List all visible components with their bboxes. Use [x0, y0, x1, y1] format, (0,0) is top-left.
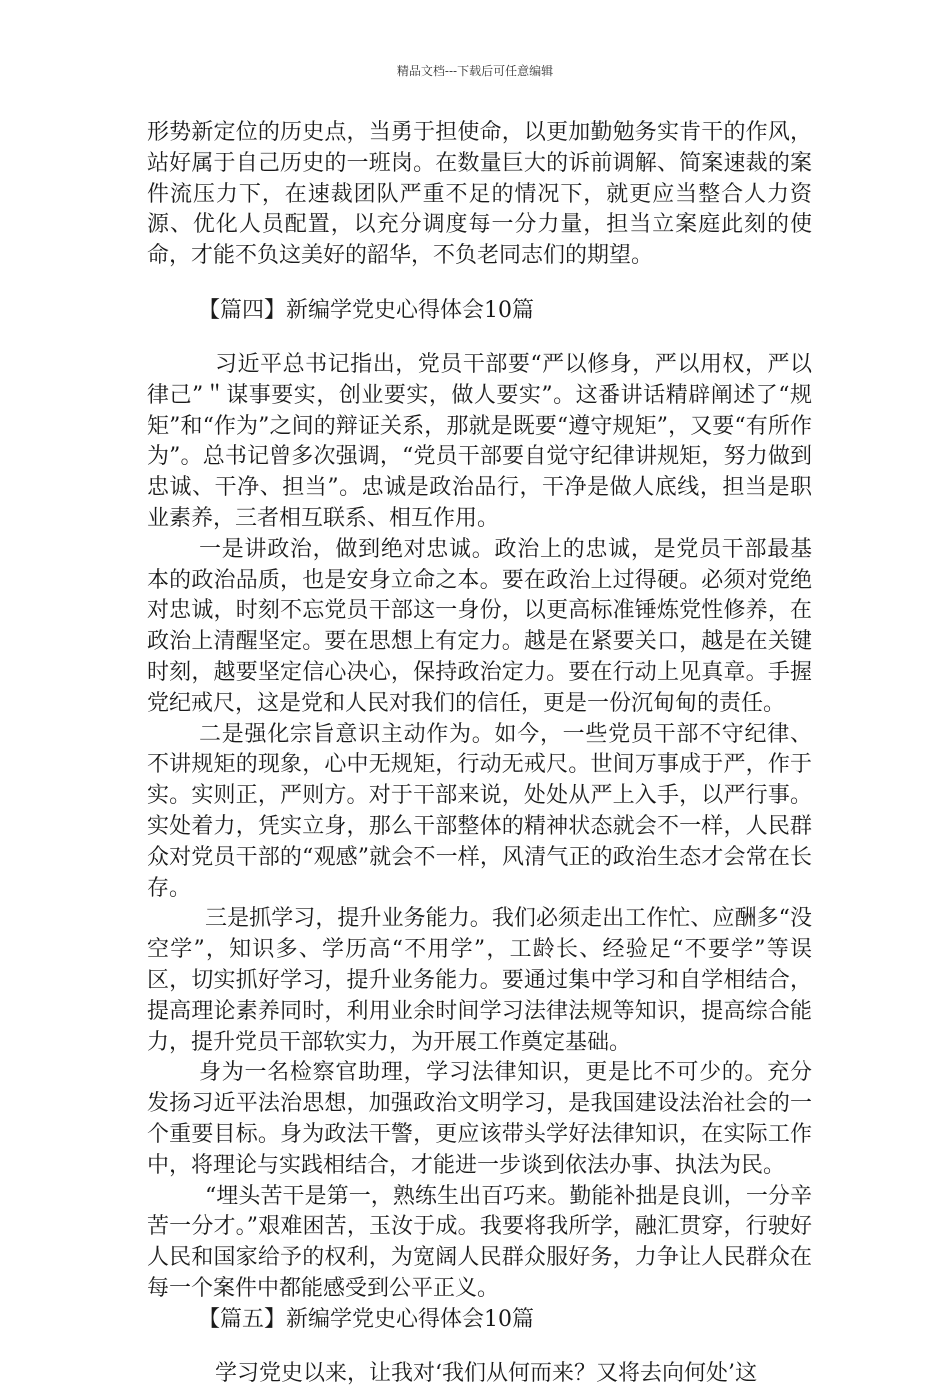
section-heading-5: 【篇五】新编学党史心得体会10篇: [198, 1306, 534, 1332]
page-header: 精品文档---下载后可任意编辑: [396, 64, 554, 78]
paragraph-intro: 习近平总书记指出，党员干部要“严以修身，严以用权，严以律己”＂谋事要实，创业要实，做人要实”。这番讲话精辟阐述了“规矩”和“作为”之间的辩证关系，那就是既要“遵守规矩”，又要“有所作为”。总书记曾多次强调，“党员干部要自觉守纪律讲规矩，努力做到忠诚、干净、担当”。忠诚是政治品行，干净是做人底线，担当是职业素养，三者相互联系、相互作用。: [147, 351, 812, 531]
section-heading-4: 【篇四】新编学党史心得体会10篇: [198, 297, 534, 323]
paragraph-point-1: 一是讲政治，做到绝对忠诚。政治上的忠诚，是党员干部最基本的政治品质，也是安身立命之本。要在政治上过得硬。必须对党绝对忠诚，时刻不忘党员干部这一身份，以更高标准锤炼党性修养，在政治上清醒坚定。要在思想上有定力。越是在紧要关口，越是在关键时刻，越要坚定信心决心，保持政治定力。要在行动上见真章。手握党纪戒尺，这是党和人民对我们的信任，更是一份沉甸甸的责任。: [147, 536, 812, 716]
paragraph-section-5-start: 学习党史以来，让我对‘我们从何而来？又将去向何处’这: [215, 1360, 757, 1386]
paragraph-continuation: 形势新定位的历史点，当勇于担使命，以更加勤勉务实肯干的作风，站好属于自己历史的一班岗。在数量巨大的诉前调解、简案速裁的案件流压力下，在速裁团队严重不足的情况下，就更应当整合人力资源、优化人员配置，以充分调度每一分力量，担当立案庭此刻的使命，才能不负这美好的韶华，不负老同志们的期望。: [147, 120, 812, 269]
paragraph-closing: “埋头苦干是第一，熟练生出百巧来。勤能补拙是良训，一分辛苦一分才。”艰难困苦，玉汝于成。我要将我所学，融汇贯穿，行驶好人民和国家给予的权利，为宽阔人民群众服好务，力争让人民群众在每一个案件中都能感受到公平正义。: [147, 1183, 812, 1301]
paragraph-point-3: 三是抓学习，提升业务能力。我们必须走出工作忙、应酬多“没空学”，知识多、学历高“不用学”，工龄长、经验足“不要学”等误区，切实抓好学习，提升业务能力。要通过集中学习和自学相结合，提高理论素养同时，利用业余时间学习法律法规等知识，提高综合能力，提升党员干部软实力，为开展工作奠定基础。: [147, 906, 812, 1055]
document-body: [147, 118, 812, 1389]
paragraph-legal-study: 身为一名检察官助理，学习法律知识，更是比不可少的。充分发扬习近平法治思想，加强政治文明学习，是我国建设法治社会的一个重要目标。身为政法干警，更应该带头学好法律知识，在实际工作中，将理论与实践相结合，才能进一步谈到依法办事、执法为民。: [147, 1060, 812, 1178]
paragraph-point-2: 二是强化宗旨意识主动作为。如今，一些党员干部不守纪律、不讲规矩的现象，心中无规矩，行动无戒尺。世间万事成于严，作于实。实则正，严则方。对于干部来说，处处从严上入手，以严行事。实处着力，凭实立身，那么干部整体的精神状态就会不一样，人民群众对党员干部的“观感”就会不一样，风清气正的政治生态才会常在长存。: [147, 721, 812, 901]
